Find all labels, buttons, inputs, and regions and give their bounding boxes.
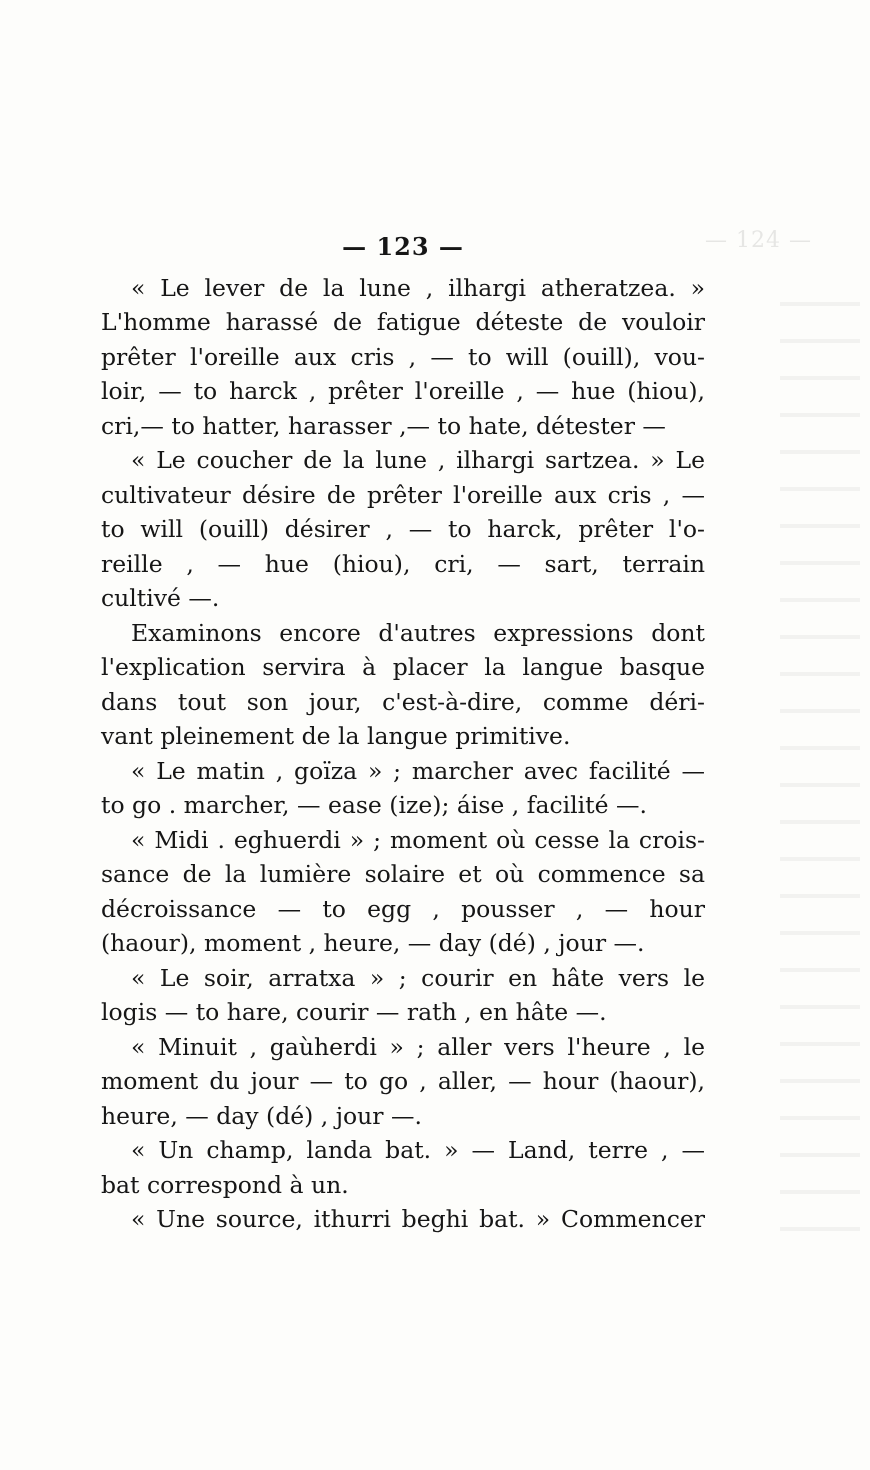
text-block (101, 271, 705, 1237)
text-line: logis — to hare, courir — rath , en hâte —. (101, 998, 607, 1026)
page-number: — 123 — (342, 232, 464, 261)
text-line: cri,— to hatter, harasser ,— to hate, détester — (101, 411, 666, 440)
text-line: vant pleinement de la langue primitive. (101, 722, 571, 750)
text-line: « Le coucher de la lune , ilhargi sartzea. » Le (131, 446, 705, 474)
text-line: reille , — hue (hiou), cri, — sart, terrain (101, 549, 705, 578)
text-line: moment du jour — to go , aller, — hour (haour), (101, 1067, 705, 1095)
text-line: heure, — day (dé) , jour —. (101, 1101, 422, 1130)
text-line: « Minuit , gaùherdi » ; aller vers l'heure , le (131, 1032, 705, 1061)
text-line: « Une source, ithurri beghi bat. » Commencer (131, 1205, 705, 1233)
text-line: « Midi . eghuerdi » ; moment où cesse la crois- (131, 825, 705, 854)
text-line: to will (ouill) désirer , — to harck, prêter l'o- (101, 515, 705, 543)
bleed-through-folio: — 124 — (705, 228, 812, 253)
text-line: l'explication servira à placer la langue basque (101, 653, 705, 681)
text-line: L'homme harassé de fatigue déteste de vouloir (101, 308, 705, 336)
text-line: dans tout son jour, c'est-à-dire, comme déri- (101, 687, 705, 716)
text-line: décroissance — to egg , pousser , — hour (101, 894, 705, 923)
text-line: « Un champ, landa bat. » — Land, terre , — (131, 1136, 705, 1164)
text-line: sance de la lumière solaire et où commence sa (101, 860, 705, 888)
page-body (101, 230, 705, 1237)
text-line: loir, — to harck , prêter l'oreille , — hue (hiou), (101, 377, 705, 405)
text-line: cultivateur désire de prêter l'oreille aux cris , — (101, 480, 705, 509)
text-line: bat correspond à un. (101, 1170, 349, 1199)
bleed-through-text (780, 280, 860, 1240)
text-line: « Le matin , goïza » ; marcher avec facilité — (131, 756, 705, 785)
text-line: cultivé —. (101, 584, 220, 612)
text-line: (haour), moment , heure, — day (dé) , jour —. (101, 929, 645, 957)
text-line: « Le soir, arratxa » ; courir en hâte vers le (131, 963, 705, 992)
text-line: to go . marcher, — ease (ize); áise , facilité —. (101, 791, 647, 819)
text-line: « Le lever de la lune , ilhargi atheratzea. » (131, 273, 705, 302)
text-line: Examinons encore d'autres expressions dont (131, 618, 705, 647)
text-line: prêter l'oreille aux cris , — to will (ouill), vou- (101, 342, 705, 371)
